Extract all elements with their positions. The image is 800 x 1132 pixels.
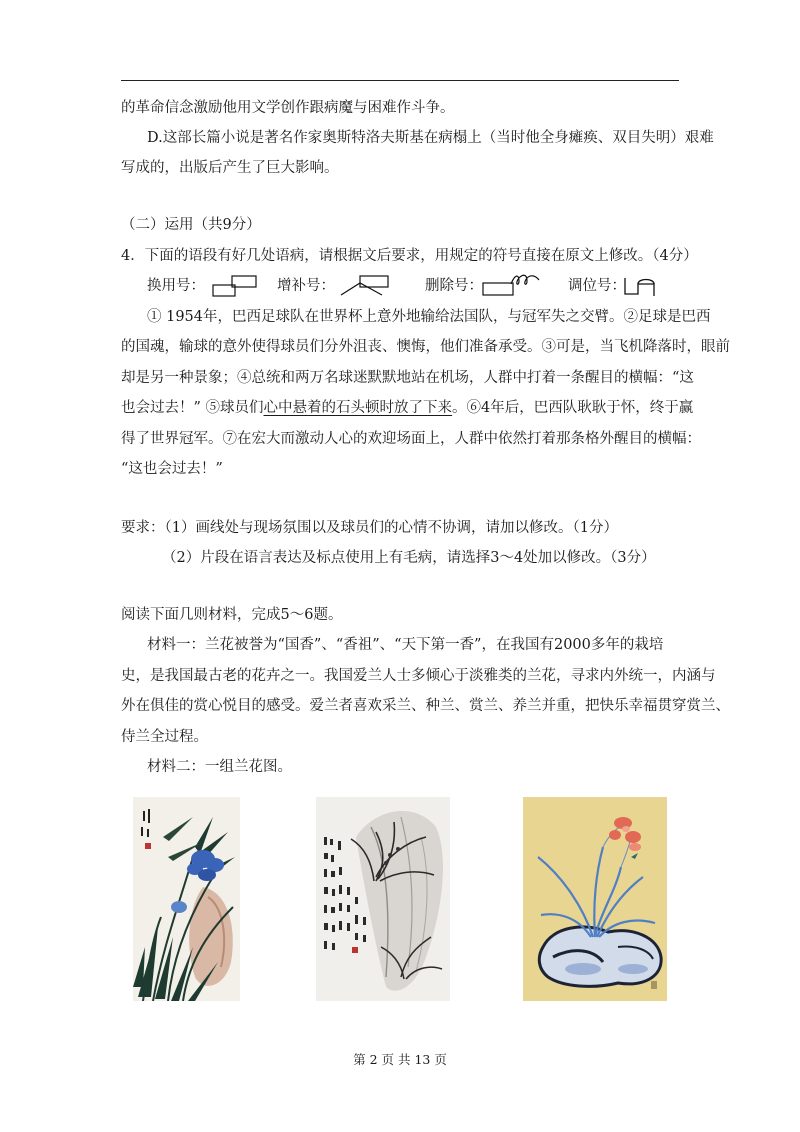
material-2-line: 材料二：一组兰花图。 <box>147 759 292 775</box>
material-1-line: 外在俱佳的赏心悦目的感受。爱兰者喜欢采兰、种兰、赏兰、养兰并重，把快乐幸福贯穿赏兰、 <box>121 698 730 714</box>
section-heading: （二）运用（共9分） <box>121 217 261 233</box>
passage-line: 却是另一种景象；④总统和两万名球迷默默地站在机场，人群中打着一条醒目的横幅：“这 <box>121 370 694 386</box>
reading-instruction: 阅读下面几则材料，完成5～6题。 <box>121 607 343 623</box>
passage-line: “这也会过去！” <box>121 461 223 477</box>
orchid-painting-3 <box>523 797 667 1001</box>
requirement-1: 要求：（1）画线处与现场氛围以及球员们的心情不协调，请加以修改。（1分） <box>121 520 618 536</box>
delete-symbol-label: 删除号： <box>425 278 483 294</box>
orchid-painting-1 <box>133 797 240 1001</box>
replace-symbol-label: 换用号： <box>147 278 205 294</box>
passage-line <box>121 398 693 418</box>
swap-symbol-icon <box>622 274 658 298</box>
text-line: 写成的，出版后产生了巨大影响。 <box>121 160 339 176</box>
material-1-line: 侍兰全过程。 <box>121 729 208 745</box>
option-d-line: D.这部长篇小说是著名作家奥斯特洛夫斯基在病榻上（当时他全身瘫痪、双目失明）艰难 <box>147 130 714 146</box>
delete-symbol-icon <box>481 272 543 298</box>
material-1-line: 材料一：兰花被誉为“国香”、“香祖”、“天下第一香”，在我国有2000多年的栽培 <box>147 637 664 653</box>
passage-text: 。⑥4年后，巴西队耿耿于怀，终于赢 <box>452 400 694 416</box>
passage-line: 得了世界冠军。⑦在宏大而激动人心的欢迎场面上，人群中依然打着那条格外醒目的横幅： <box>121 431 701 447</box>
passage-line: 的国魂，输球的意外使得球员们分外沮丧、懊悔，他们准备承受。③可是，当飞机降落时，眼前 <box>121 339 730 355</box>
passage-text: 也会过去！” ⑤球员们 <box>121 400 264 416</box>
header-rule <box>121 80 679 81</box>
requirement-2: （2）片段在语言表达及标点使用上有毛病，请选择3～4处加以修改。（3分） <box>162 550 656 566</box>
material-1-line: 史，是我国最古老的花卉之一。我国爱兰人士多倾心于淡雅类的兰花，寻求内外统一，内涵与 <box>121 668 716 684</box>
insert-symbol-label: 增补号： <box>277 278 335 294</box>
question-4: 4．下面的语段有好几处语病，请根据文后要求，用规定的符号直接在原文上修改。（4分） <box>121 248 698 264</box>
passage-line: ① 1954年，巴西足球队在世界杯上意外地输给法国队，与冠军失之交臂。②足球是巴西 <box>147 309 711 325</box>
page-footer: 第 2 页 共 13 页 <box>353 1052 447 1067</box>
underlined-phrase: 心中悬着的石头顿时放了下来 <box>263 400 453 416</box>
swap-symbol-label: 调位号： <box>568 278 626 294</box>
replace-symbol-icon <box>210 274 260 298</box>
text-line: 的革命信念激励他用文学创作跟病魔与困难作斗争。 <box>121 100 455 116</box>
orchid-painting-2 <box>316 797 450 1001</box>
insert-symbol-icon <box>338 273 392 299</box>
